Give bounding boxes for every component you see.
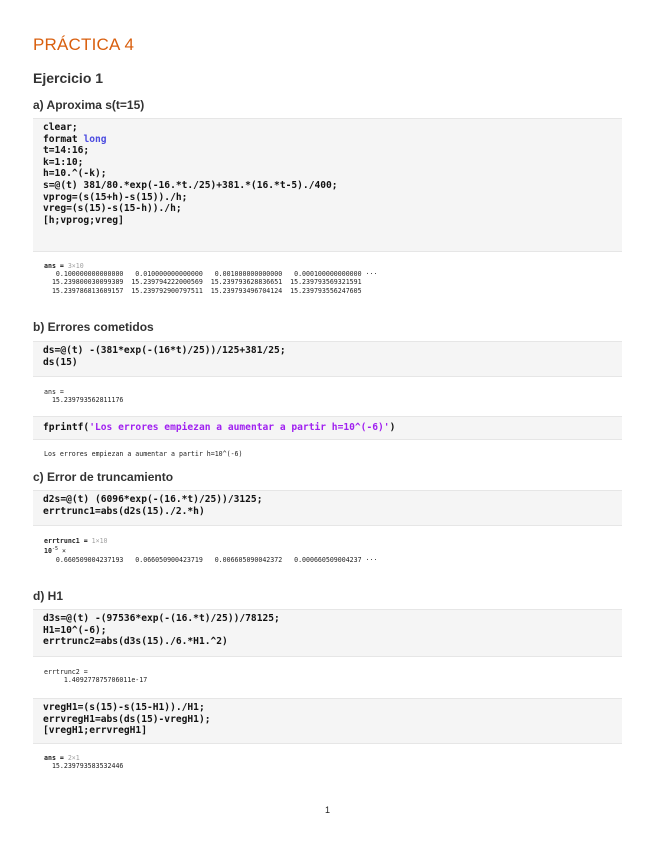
code-line: ds=@(t) -(381*exp(-(16*t)/25))/125+381/25; bbox=[43, 345, 286, 356]
code-block-fprintf[interactable] bbox=[33, 416, 622, 440]
code-call: fprintf( bbox=[43, 422, 90, 433]
code-line: errtrunc2=abs(d3s(15)./6.*H1.^2) bbox=[43, 636, 228, 648]
code-line: [vregH1;errvregH1] bbox=[43, 725, 147, 737]
output-row: 15.239793562811176 bbox=[44, 396, 124, 405]
output-label: ans = bbox=[44, 262, 68, 270]
code-call-end: ) bbox=[389, 422, 396, 433]
code-line: errvregH1=abs(ds(15)-vregH1); bbox=[43, 713, 211, 725]
code-line: H1=10^(-6); bbox=[43, 624, 107, 636]
output-row: 0.660509004237193 0.066050900423719 0.006605090042372 0.000660509004237 bbox=[44, 555, 362, 564]
code-line: errtrunc1=abs(d2s(15)./2.*h) bbox=[43, 505, 205, 517]
section-d-heading: d) H1 bbox=[33, 589, 63, 603]
code-string: 'Los errores empiezan a aumentar a partir h=10^(-6)' bbox=[89, 422, 390, 433]
code-line: clear; bbox=[43, 122, 78, 133]
output-ellipsis[interactable]: ··· bbox=[361, 555, 378, 564]
output-row: 1.409277875706011e-17 bbox=[44, 676, 148, 685]
code-keyword: long bbox=[83, 133, 107, 145]
code-block-d[interactable] bbox=[33, 609, 622, 657]
output-c bbox=[44, 537, 377, 564]
code-line: s=@(t) 381/80.*exp(-16.*t./25)+381.*(16.*t-5)./400; bbox=[43, 179, 338, 191]
output-label: ans = bbox=[44, 388, 68, 396]
output-row: 15.239800030099389 15.239794222000569 15.239793628836651 15.239793569321591 bbox=[44, 278, 362, 287]
output-b bbox=[44, 388, 123, 404]
code-line: ds(15) bbox=[43, 356, 78, 368]
scale-base: 10 bbox=[44, 547, 52, 556]
code-block-d2[interactable] bbox=[33, 698, 622, 744]
output-size: 1×10 bbox=[91, 537, 108, 545]
output-d bbox=[44, 668, 147, 684]
page-title: PRÁCTICA 4 bbox=[33, 35, 135, 54]
code-line: [h;vprog;vreg] bbox=[43, 214, 124, 226]
output-d2 bbox=[44, 754, 123, 770]
code-block-c[interactable] bbox=[33, 490, 622, 526]
output-label: ans = bbox=[44, 754, 68, 762]
code-line: h=10.^(-k); bbox=[43, 168, 107, 180]
code-line: k=1:10; bbox=[43, 156, 84, 168]
code-line: d3s=@(t) -(97536*exp(-(16.*t)/25))/78125; bbox=[43, 613, 280, 624]
code-line: d2s=@(t) (6096*exp(-(16.*t)/25))/3125; bbox=[43, 494, 263, 505]
section-b-heading: b) Errores cometidos bbox=[33, 320, 154, 334]
output-fprintf: Los errores empiezan a aumentar a partir h=10^(-6) bbox=[44, 450, 243, 458]
code-block-a[interactable] bbox=[33, 118, 622, 252]
output-a bbox=[44, 262, 377, 295]
code-block-b[interactable] bbox=[33, 341, 622, 377]
code-line: vprog=(s(15+h)-s(15))./h; bbox=[43, 191, 188, 203]
output-label: errtrunc2 = bbox=[44, 668, 92, 676]
page-number: 1 bbox=[324, 805, 330, 815]
scale-exponent: -5 bbox=[51, 546, 58, 553]
output-row: 15.239786813609157 15.239792900797511 15.239793496704124 15.239793556247605 bbox=[44, 286, 362, 295]
output-size: 3×10 bbox=[67, 262, 84, 270]
code-line: vregH1=(s(15)-s(15-H1))./H1; bbox=[43, 702, 205, 713]
section-a-heading: a) Aproxima s(t=15) bbox=[33, 98, 145, 112]
output-row: 15.239793583532446 bbox=[44, 762, 124, 771]
output-ellipsis[interactable]: ··· bbox=[361, 270, 378, 279]
output-label: errtrunc1 = bbox=[44, 537, 92, 545]
code-line: format bbox=[43, 133, 84, 145]
scale-times: × bbox=[57, 547, 66, 556]
output-size: 2×1 bbox=[67, 754, 80, 762]
code-line: t=14:16; bbox=[43, 145, 90, 157]
exercise-heading: Ejercicio 1 bbox=[33, 70, 104, 86]
output-row: 0.100000000000000 0.010000000000000 0.001000000000000 0.000100000000000 bbox=[44, 270, 362, 279]
code-line: vreg=(s(15)-s(15-h))./h; bbox=[43, 203, 182, 215]
section-c-heading: c) Error de truncamiento bbox=[33, 470, 174, 484]
